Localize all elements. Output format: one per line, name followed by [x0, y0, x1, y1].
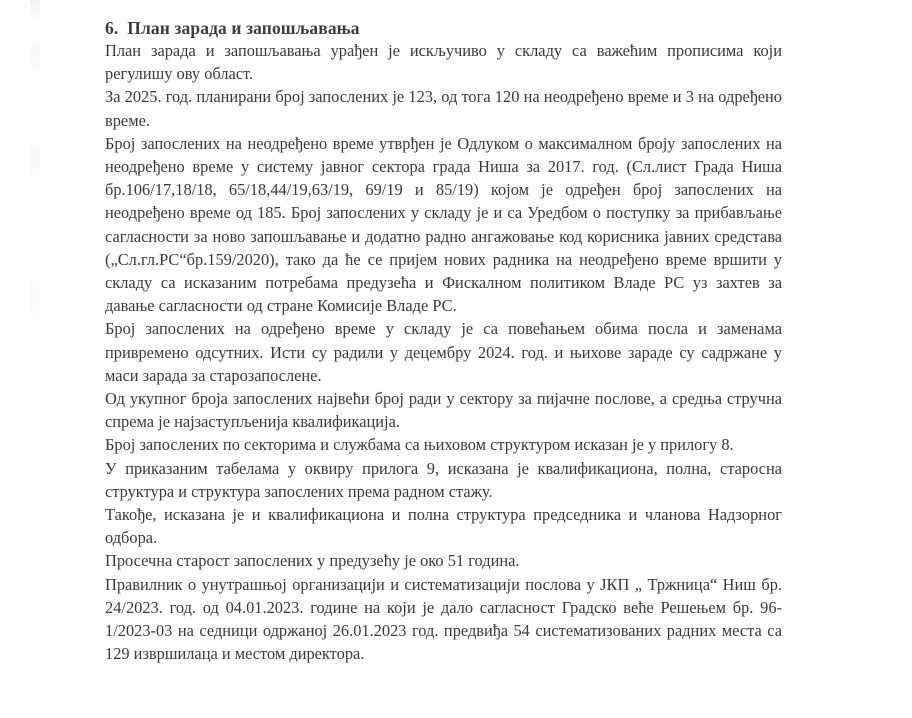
paragraph-annex-8-structure: Број запослених по секторима и службама са њиховом структуром исказан је у прилогу 8.	[105, 435, 734, 455]
paragraph-supervisory-board-structure: Такође, исказана је и квалификациона и полна структура председника и чланова Надзорног одбора.	[105, 505, 782, 548]
paragraph-planned-headcount-2025: За 2025. год. планирани број запослених је 123, од тога 120 на неодређено време и 3 на одређено време.	[105, 87, 782, 130]
paragraph-sector-distribution: Од укупног броја запослених највећи број ради у сектору за пијачне послове, а средња стручна спрема је најзаступљенија квалификација.	[105, 389, 782, 432]
paragraph-intro: План зарада и запошљавања урађен је искључиво у складу са важећим прописима који регулишу ову област.	[105, 41, 782, 84]
scan-artifact-left-edge	[30, 0, 40, 330]
paragraph-average-age: Просечна старост запослених у предузећу је око 51 година.	[105, 551, 520, 571]
paragraph-indefinite-term-decision: Број запослених на неодређено време утврђен је Одлуком о максималном броју запослених на неодређено време у систему јавног сектора града Ниша за 2017. год. (Сл.лист Града Ниша бр.106/17,18/18, 65/18,44/19,63/19, 69/19 и 85/19) којом је одређен број запослених на неодређено време од 185. Број запослених у складу је и са Уредбом о поступку за прибављање сагласности за ново запошљавање и додатно радно ангажовање код корисника јавних средстава („Сл.гл.РС“бр.159/2020), тако да ће се пријем нових радника на неодређено време вршити у складу са исказаним потребама предузећа и Фискалном политиком Владе РС уз захтев за давање сагласности од стране Комисије Владе РС.	[105, 133, 782, 316]
paragraph-fixed-term-employees: Број запослених на одређено време у складу је са повећањем обима посла и заменама привремено одсутних. Исти су радили у децембру 2024. год. и њихове зараде су садржане у маси зарада за старозапослене.	[105, 319, 782, 385]
paragraph-annex-9-tables: У приказаним табелама у оквиру прилога 9, исказана је квалификациона, полна, старосна структура и структура запослених према радном стажу.	[105, 458, 782, 501]
document-page	[105, 0, 782, 665]
page-title: 6. План зарада и запошљавања	[105, 18, 360, 38]
paragraph-systematization-rulebook: Правилник о унутрашњој организацији и систематизацији послова у ЈКП „ Тржница“ Ниш бр. 24/2023. год. од 04.01.2023. године на који је дало сагласност Градско веће Решењем бр. 96-1/2023-03 на седници одржаној 26.01.2023 год. предвиђа 54 систематизованих радних места са 129 извршилаца и местом директора.	[105, 574, 782, 664]
